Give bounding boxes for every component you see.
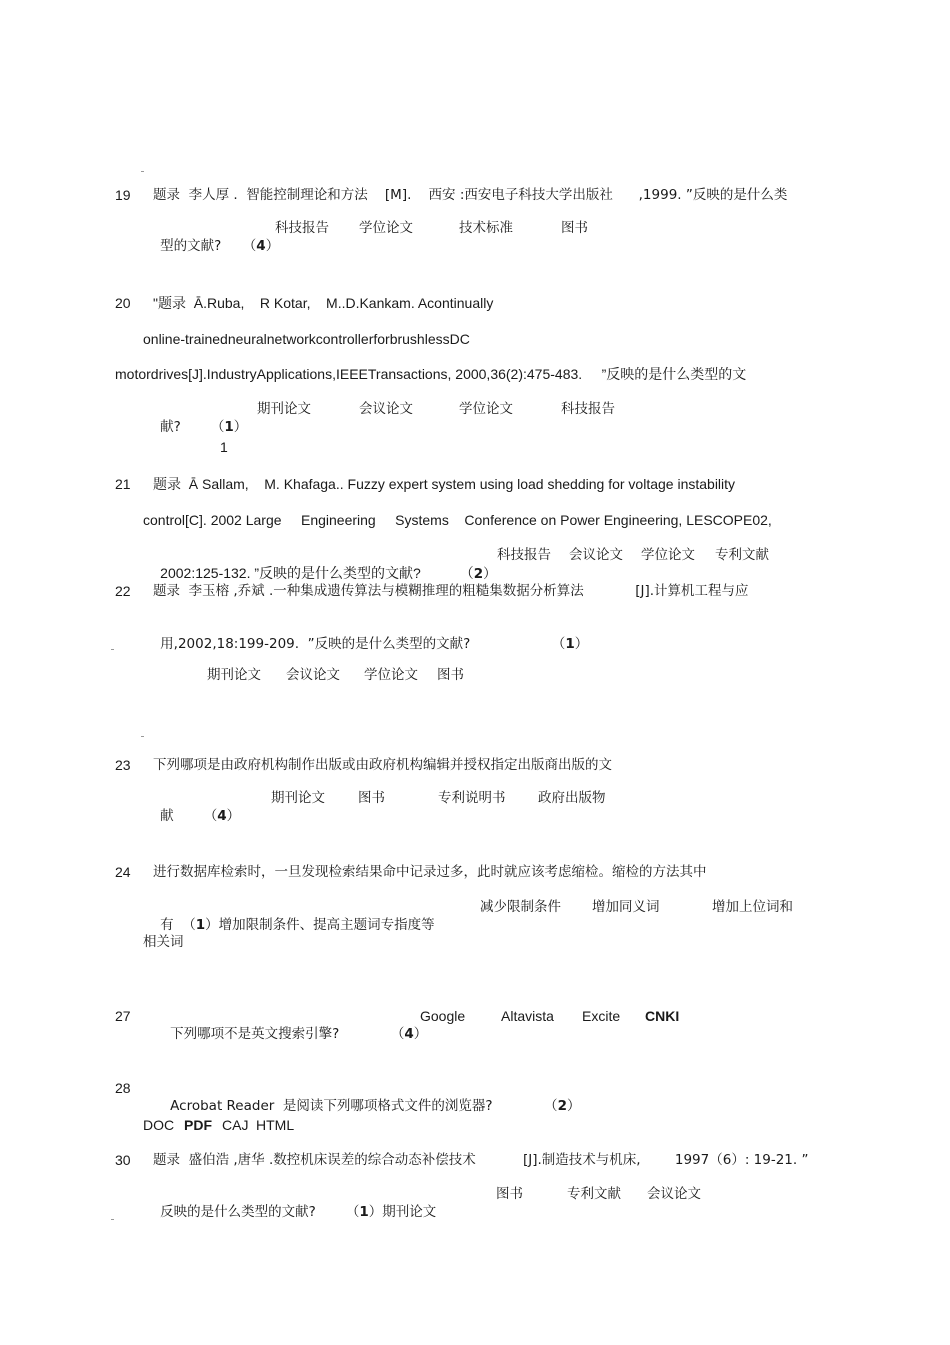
answer: 1 <box>195 917 206 933</box>
option-correct: PDF <box>184 1117 212 1133</box>
answer: 4 <box>217 808 227 824</box>
option: 学位论文 <box>364 667 418 683</box>
question-text-continued <box>143 789 240 843</box>
option: CAJ <box>222 1117 249 1133</box>
answer: 1 <box>565 636 575 652</box>
question-text <box>153 1007 427 1061</box>
option: 学位论文 <box>359 220 413 236</box>
option: 技术标准 <box>459 220 513 236</box>
bracket: ） <box>566 1098 581 1114</box>
bracket: ） <box>483 566 497 582</box>
question-text-continued: motordrives[J].IndustryApplications,IEEETransactions, 2000,36(2):475-483. ”反映的是什么类型的文 <box>115 366 747 382</box>
scan-mark <box>111 1219 114 1220</box>
answer: 1 <box>224 419 234 435</box>
option: 会议论文 <box>359 401 413 417</box>
page-number: 1 <box>220 439 228 455</box>
option: Excite <box>582 1008 621 1024</box>
option: 图书 <box>496 1186 523 1202</box>
option: 学位论文 <box>459 401 513 417</box>
option: 期刊论文 <box>257 401 311 417</box>
question-text-continued <box>143 219 279 273</box>
option: 增加上位词和 <box>712 899 793 915</box>
option: 会议论文 <box>647 1186 701 1202</box>
question-number: 30 <box>115 1152 131 1168</box>
question-text: 进行数据库检索时，一旦发现检索结果命中记录过多，此时就应该考虑缩检。缩检的方法其中 <box>153 864 707 880</box>
option: 科技报告 <box>497 547 551 563</box>
question-text <box>153 1079 580 1133</box>
question-text-continued: online-trainedneuralnetworkcontrollerforbrushlessDC <box>143 331 470 347</box>
bracket: ） <box>413 1026 428 1042</box>
option: 期刊论文 <box>271 790 325 806</box>
question-text: 题录 Ā Sallam, M. Khafaga.. Fuzzy expert system using load shedding for voltage instability <box>153 476 736 492</box>
question-number: 21 <box>115 476 131 492</box>
question-text-continued <box>143 617 588 671</box>
bracket: ） <box>265 238 280 254</box>
option: ）期刊论文 <box>368 1204 437 1220</box>
option: Google <box>420 1008 466 1024</box>
question-text-continued <box>143 898 435 952</box>
option: 专利说明书 <box>438 790 506 806</box>
option: 减少限制条件 <box>480 899 561 915</box>
option: HTML <box>256 1117 295 1133</box>
option: 会议论文 <box>286 667 340 683</box>
question-number: 24 <box>115 864 131 880</box>
answer: 1 <box>359 1204 369 1220</box>
option: 图书 <box>358 790 385 806</box>
option: Altavista <box>501 1008 554 1024</box>
scan-mark <box>141 736 144 737</box>
bracket: ） <box>574 636 589 652</box>
question-text-continued <box>143 400 247 454</box>
question-prompt: 有 （ <box>160 917 196 933</box>
question-number: 22 <box>115 583 131 599</box>
question-number: 23 <box>115 757 131 773</box>
option: DOC <box>143 1117 175 1133</box>
question-text-continued <box>143 1185 436 1239</box>
question-text: 题录 李玉榕 ,乔斌 .一种集成遗传算法与模糊推理的粗糙集数据分析算法 [J].计算机工程与应 <box>153 583 749 599</box>
answer: 2 <box>473 566 484 582</box>
answer: 4 <box>404 1026 414 1042</box>
option: 图书 <box>561 220 588 236</box>
question-text-continued: control[C]. 2002 Large Engineering Systems Conference on Power Engineering, LESCOPE02, <box>143 512 772 528</box>
question-number: 28 <box>115 1080 131 1096</box>
option: 政府出版物 <box>538 790 606 806</box>
question-prompt: 献 （ <box>160 808 218 824</box>
question-text: "题录 Ā.Ruba, R Kotar, M..D.Kankam. Acontinually <box>153 295 494 311</box>
question-number: 20 <box>115 295 131 311</box>
question-number: 27 <box>115 1008 131 1024</box>
question-prompt: 反映的是什么类型的文献? （ <box>160 1204 360 1220</box>
option: 科技报告 <box>275 220 329 236</box>
option: 科技报告 <box>561 401 615 417</box>
question-prompt: 下列哪项不是英文搜索引擎? （ <box>170 1026 405 1042</box>
option: 学位论文 <box>641 547 695 563</box>
answer: 2 <box>557 1098 567 1114</box>
option: 专利文献 <box>715 547 769 563</box>
option: 增加同义词 <box>592 899 660 915</box>
question-text: 下列哪项是由政府机构制作出版或由政府机构编辑并授权指定出版商出版的文 <box>153 757 612 773</box>
question-prompt: 用,2002,18:199-209. ”反映的是什么类型的文献? （ <box>160 636 566 652</box>
bracket: ） <box>226 808 241 824</box>
option: 期刊论文 <box>207 667 261 683</box>
scan-mark <box>111 649 114 650</box>
option: 专利文献 <box>567 1186 621 1202</box>
scan-mark <box>141 171 144 172</box>
option: 会议论文 <box>569 547 623 563</box>
option: ）增加限制条件、提高主题词专指度等 <box>205 917 435 933</box>
question-text-continued: 相关词 <box>143 934 184 950</box>
question-text: 题录 盛伯浩 ,唐华 .数控机床误差的综合动态补偿技术 [J].制造技术与机床, 1997（6）: 19-21. ” <box>153 1152 809 1168</box>
bracket: ） <box>233 419 248 435</box>
question-text: 题录 李人厚 . 智能控制理论和方法 [M]. 西安 :西安电子科技大学出版社 ,1999. ”反映的是什么类 <box>153 187 788 203</box>
question-prompt: 2002:125-132. ”反映的是什么类型的文献? （ <box>160 565 474 581</box>
option: 图书 <box>437 667 464 683</box>
question-prompt: 型的文献? （ <box>160 238 257 254</box>
question-number: 19 <box>115 187 131 203</box>
option-correct: CNKI <box>645 1008 680 1024</box>
question-prompt: Acrobat Reader 是阅读下列哪项格式文件的浏览器? （ <box>170 1098 558 1114</box>
answer: 4 <box>256 238 266 254</box>
question-prompt: 献? （ <box>160 419 225 435</box>
